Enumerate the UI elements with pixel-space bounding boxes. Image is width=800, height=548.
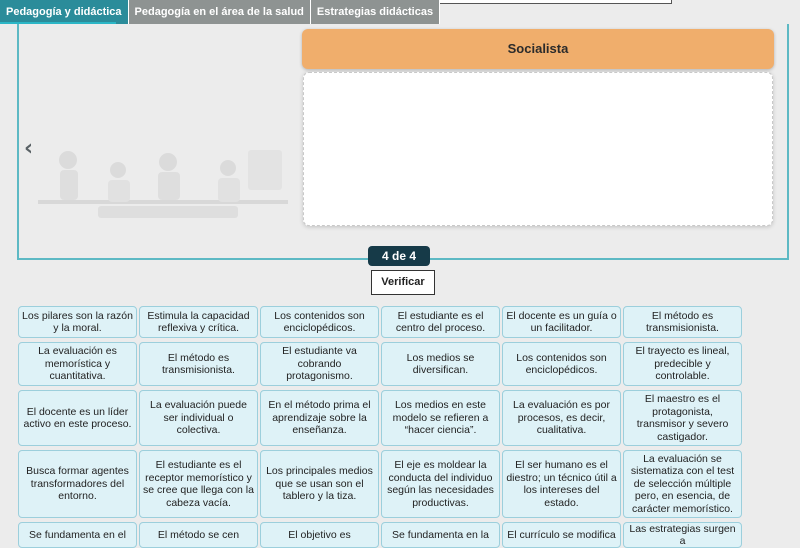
- draggable-option-chip[interactable]: El eje es moldear la conducta del individuo según las necesidades productivas.: [381, 450, 500, 518]
- draggable-option-chip[interactable]: El docente es un guía o un facilitador.: [502, 306, 621, 338]
- tab-pedagogia-didactica[interactable]: Pedagogía y didáctica: [0, 0, 129, 24]
- tab-pedagogia-salud[interactable]: Pedagogía en el área de la salud: [129, 0, 311, 24]
- draggable-option-chip[interactable]: El objetivo es: [260, 522, 379, 548]
- draggable-option-chip[interactable]: Las estrategias surgen a: [623, 522, 742, 548]
- draggable-option-chip[interactable]: En el método prima el aprendizaje sobre la enseñanza.: [260, 390, 379, 446]
- draggable-option-chip[interactable]: El maestro es el protagonista, transmisor y severo castigador.: [623, 390, 742, 446]
- draggable-option-chip[interactable]: El estudiante va cobrando protagonismo.: [260, 342, 379, 386]
- draggable-option-chip[interactable]: Busca formar agentes transformadores del entorno.: [18, 450, 137, 518]
- draggable-option-chip[interactable]: La evaluación se sistematiza con el test de selección múltiple pero, en esencia, de carácter memorístico.: [623, 450, 742, 518]
- draggable-option-chip[interactable]: La evaluación puede ser individual o colectiva.: [139, 390, 258, 446]
- draggable-option-chip[interactable]: El estudiante es el receptor memorístico y se cree que llega con la cabeza vacía.: [139, 450, 258, 518]
- draggable-option-chip[interactable]: Los contenidos son enciclopédicos.: [502, 342, 621, 386]
- tab-bar: [0, 0, 440, 24]
- draggable-option-chip[interactable]: El estudiante es el centro del proceso.: [381, 306, 500, 338]
- draggable-option-chip[interactable]: El trayecto es lineal, predecible y controlable.: [623, 342, 742, 386]
- draggable-option-chip[interactable]: Los contenidos son enciclopédicos.: [260, 306, 379, 338]
- tab-estrategias-didacticas[interactable]: Estrategias didácticas: [311, 0, 440, 24]
- chevron-left-icon[interactable]: ‹: [24, 136, 34, 161]
- draggable-option-chip[interactable]: El ser humano es el diestro; un técnico útil a los intereses del estado.: [502, 450, 621, 518]
- page-indicator: 4 de 4: [368, 246, 430, 266]
- draggable-option-chip[interactable]: El currículo se modifica: [502, 522, 621, 548]
- draggable-option-chip[interactable]: Los pilares son la razón y la moral.: [18, 306, 137, 338]
- draggable-option-chip[interactable]: El docente es un líder activo en este proceso.: [18, 390, 137, 446]
- draggable-option-chip[interactable]: Los medios en este modelo se refieren a “hacer ciencia”.: [381, 390, 500, 446]
- classroom-illustration: [38, 140, 288, 230]
- draggable-option-chip[interactable]: Los principales medios que se usan son el tablero y la tiza.: [260, 450, 379, 518]
- draggable-option-chip[interactable]: La evaluación es memorística y cuantitativa.: [18, 342, 137, 386]
- draggable-option-chip[interactable]: El método es transmisionista.: [623, 306, 742, 338]
- draggable-option-chip[interactable]: Estimula la capacidad reflexiva y crítica.: [139, 306, 258, 338]
- draggable-option-chip[interactable]: El método es transmisionista.: [139, 342, 258, 386]
- draggable-option-chip[interactable]: La evaluación es por procesos, es decir, cualitativa.: [502, 390, 621, 446]
- draggable-options-grid: [18, 306, 744, 548]
- drop-zone[interactable]: [303, 72, 773, 226]
- draggable-option-chip[interactable]: Se fundamenta en el: [18, 522, 137, 548]
- draggable-option-chip[interactable]: Se fundamenta en la: [381, 522, 500, 548]
- draggable-option-chip[interactable]: El método se cen: [139, 522, 258, 548]
- verify-button[interactable]: Verificar: [371, 270, 435, 295]
- card-title: Socialista: [302, 29, 774, 69]
- draggable-option-chip[interactable]: Los medios se diversifican.: [381, 342, 500, 386]
